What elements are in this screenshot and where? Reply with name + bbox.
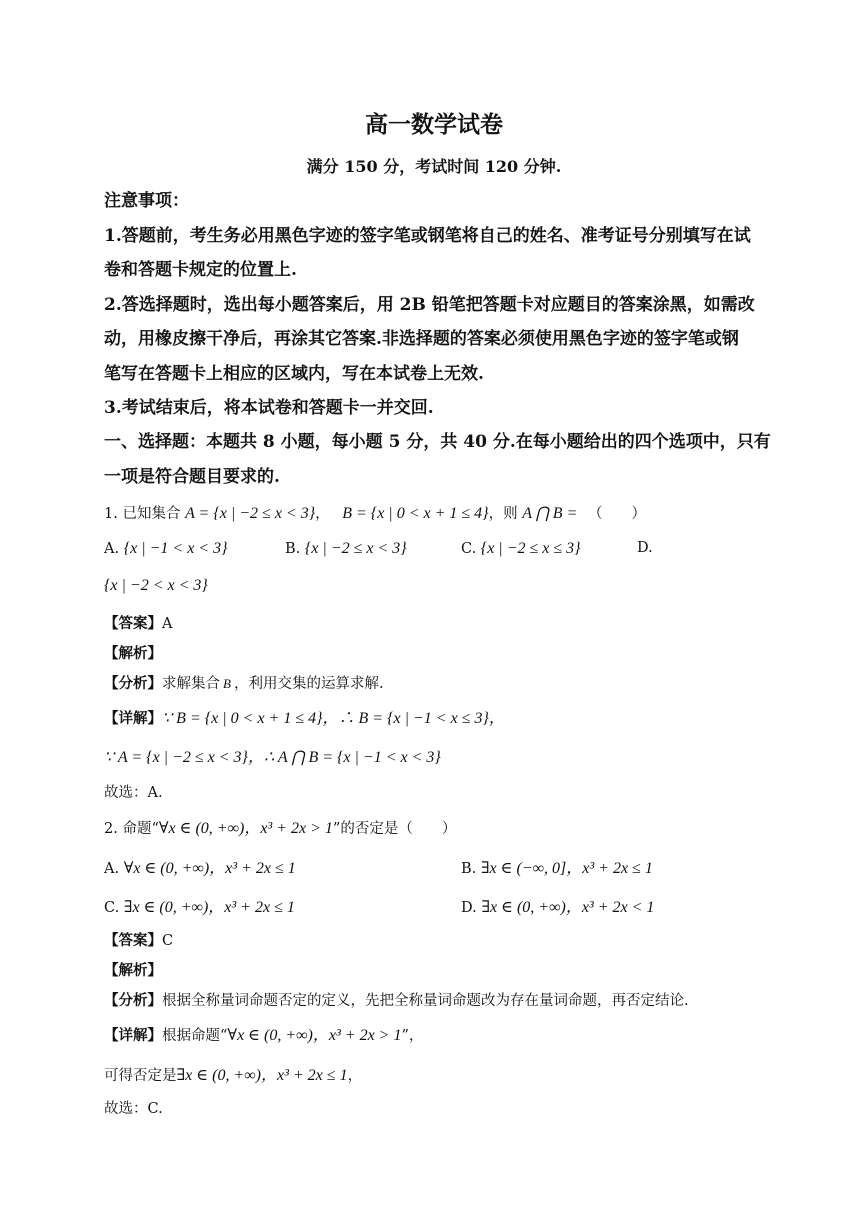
- detail-line: 可得否定是∃x ∈ (0, +∞)，x³ + 2x ≤ 1，: [104, 1067, 363, 1084]
- notes-line: 笔写在答题卡上相应的区域内，写在本试卷上无效.: [104, 364, 484, 384]
- detail-line: 【详解】根据命题“∀x ∈ (0, +∞)，x³ + 2x > 1”，: [104, 1027, 424, 1044]
- fenxi-line: 【分析】根据全称量词命题否定的定义，先把全称量词命题改为存在量词命题，再否定结论.: [104, 992, 689, 1009]
- analysis-heading: 【解析】: [104, 962, 162, 979]
- section-heading: 一、选择题：本题共 8 小题，每小题 5 分，共 40 分.在每小题给出的四个选项中，只有: [104, 432, 771, 452]
- notes-heading: 注意事项：: [104, 191, 189, 211]
- option-c: C. ∃x ∈ (0, +∞)，x³ + 2x ≤ 1: [104, 899, 295, 916]
- notes-line: 卷和答题卡规定的位置上.: [104, 260, 297, 280]
- question-2-stem: 2. 命题“∀x ∈ (0, +∞)，x³ + 2x > 1”的否定是（ ）: [104, 820, 457, 837]
- page-subtitle: 满分 150 分，考试时间 120 分钟.: [306, 157, 562, 176]
- page-title: 高一数学试卷: [365, 111, 503, 138]
- notes-line: 动，用橡皮擦干净后，再涂其它答案.非选择题的答案必须使用黑色字迹的签字笔或钢: [104, 329, 739, 349]
- notes-line: 1.答题前，考生务必用黑色字迹的签字笔或钢笔将自己的姓名、准考证号分别填写在试: [104, 226, 751, 246]
- option-a: A. {x | −1 < x < 3}: [104, 540, 228, 557]
- fenxi-line: 【分析】求解集合 B ，利用交集的运算求解.: [104, 675, 384, 692]
- notes-line: 3.考试结束后，将本试卷和答题卡一并交回.: [104, 398, 434, 418]
- answer-line: 【答案】A: [104, 615, 173, 632]
- option-c: C. {x | −2 ≤ x ≤ 3}: [461, 540, 581, 557]
- option-b: B. {x | −2 ≤ x < 3}: [285, 540, 407, 557]
- notes-line: 2.答选择题时，选出每小题答案后，用 2B 铅笔把答题卡对应题目的答案涂黑，如需改: [104, 295, 755, 315]
- choose-line: 故选：A.: [104, 785, 163, 801]
- section-heading: 一项是符合题目要求的.: [104, 467, 280, 487]
- question-1-stem: 1. 已知集合 A = {x | −2 ≤ x < 3}， B = {x | 0 < x + 1 ≤ 4}，则 A ⋂ B = （ ）: [104, 505, 646, 522]
- analysis-heading: 【解析】: [104, 645, 162, 662]
- option-a: A. ∀x ∈ (0, +∞)，x³ + 2x ≤ 1: [104, 860, 296, 877]
- option-d: {x | −2 < x < 3}: [104, 577, 208, 594]
- option-d: D. ∃x ∈ (0, +∞)，x³ + 2x < 1: [461, 899, 655, 916]
- answer-line: 【答案】C: [104, 932, 174, 949]
- choose-line: 故选：C.: [104, 1101, 163, 1117]
- option-b: B. ∃x ∈ (−∞, 0]，x³ + 2x ≤ 1: [461, 860, 653, 877]
- detail-line: 【详解】∵ B = {x | 0 < x + 1 ≤ 4}，∴ B = {x | −1 < x ≤ 3}，: [104, 710, 505, 727]
- option-d-label: D.: [637, 540, 653, 556]
- detail-line: ∵ A = {x | −2 ≤ x < 3}，∴ A ⋂ B = {x | −1 < x < 3}: [104, 749, 441, 766]
